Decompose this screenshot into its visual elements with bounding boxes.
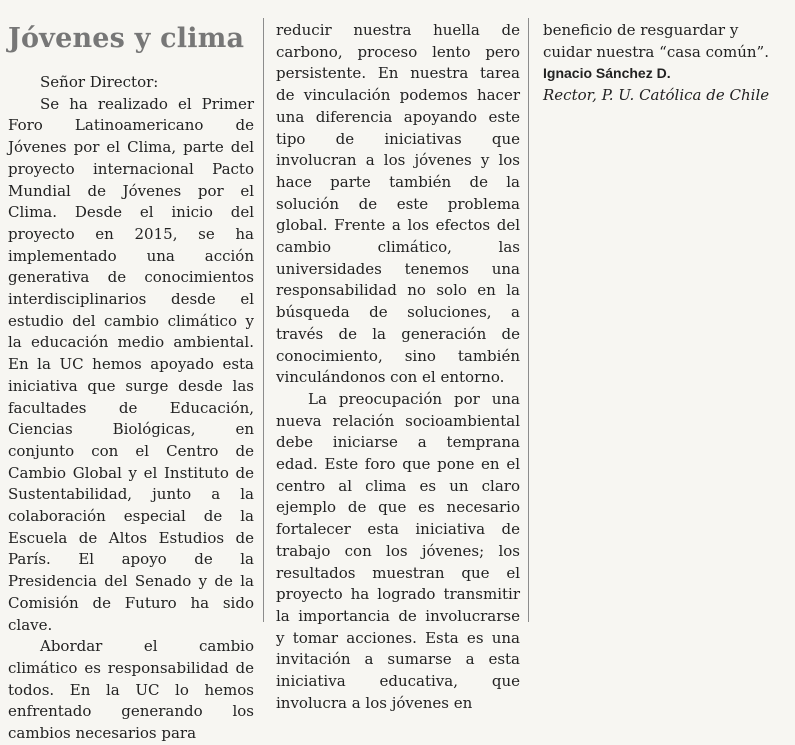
- signature-name: Ignacio Sánchez D.: [543, 65, 671, 82]
- headline: Jóvenes y clima: [8, 23, 245, 54]
- paragraph-5: beneficio de resguardar y cuidar nuestra “casa común”.: [543, 21, 769, 61]
- paragraph-4: La preocupación por una nueva relación socioambiental debe iniciarse a temprana edad. Este foro que pone en el centro al clima es un claro ejemplo de que es necesario fortalecer esta iniciativa de trabajo con los jóvenes; los resultados muestran que el proyecto ha logrado transmitir la importancia de involucrarse y tomar acciones. Esta es una invitación a sumarse a esta iniciativa educativa, que involucra a los jóvenes en: [276, 389, 520, 712]
- column-3: [529, 0, 795, 644]
- column-1: [0, 0, 262, 743]
- paragraph-2: Abordar el cambio climático es responsabilidad de todos. En la UC lo hemos enfrentado generando los cambios necesarios para: [8, 637, 254, 743]
- signature-title: Rector, P. U. Católica de Chile: [543, 86, 770, 105]
- paragraph-3: reducir nuestra huella de carbono, proceso lento pero persistente. En nuestra tarea de vinculación podemos hacer una diferencia apoyando este tipo de iniciativas que involucran a los jóvenes y los hace parte también de la solución de este problema global. Frente a los efectos del cambio climático, las universidades tenemos una responsabilidad no solo en la búsqueda de soluciones, a través de la generación de conocimiento, sino también vinculándonos con el entorno.: [276, 21, 520, 387]
- column-2: [264, 0, 528, 712]
- paragraph-1: Se ha realizado el Primer Foro Latinoamericano de Jóvenes por el Clima, parte del proyecto internacional Pacto Mundial de Jóvenes por el Clima. Desde el inicio del proyecto en 2015, se ha implementado una acción generativa de conocimientos interdisciplinarios desde el estudio del cambio climático y la educación medio ambiental. En la UC hemos apoyado esta iniciativa que surge desde las facultades de Educación, Ciencias Biológicas, en conjunto con el Centro de Cambio Global y el Instituto de Sustentabilidad, junto a la colaboración especial de la Escuela de Altos Estudios de París. El apoyo de la Presidencia del Senado y de la Comisión de Futuro ha sido clave.: [8, 94, 254, 634]
- salutation: Señor Director:: [40, 73, 159, 91]
